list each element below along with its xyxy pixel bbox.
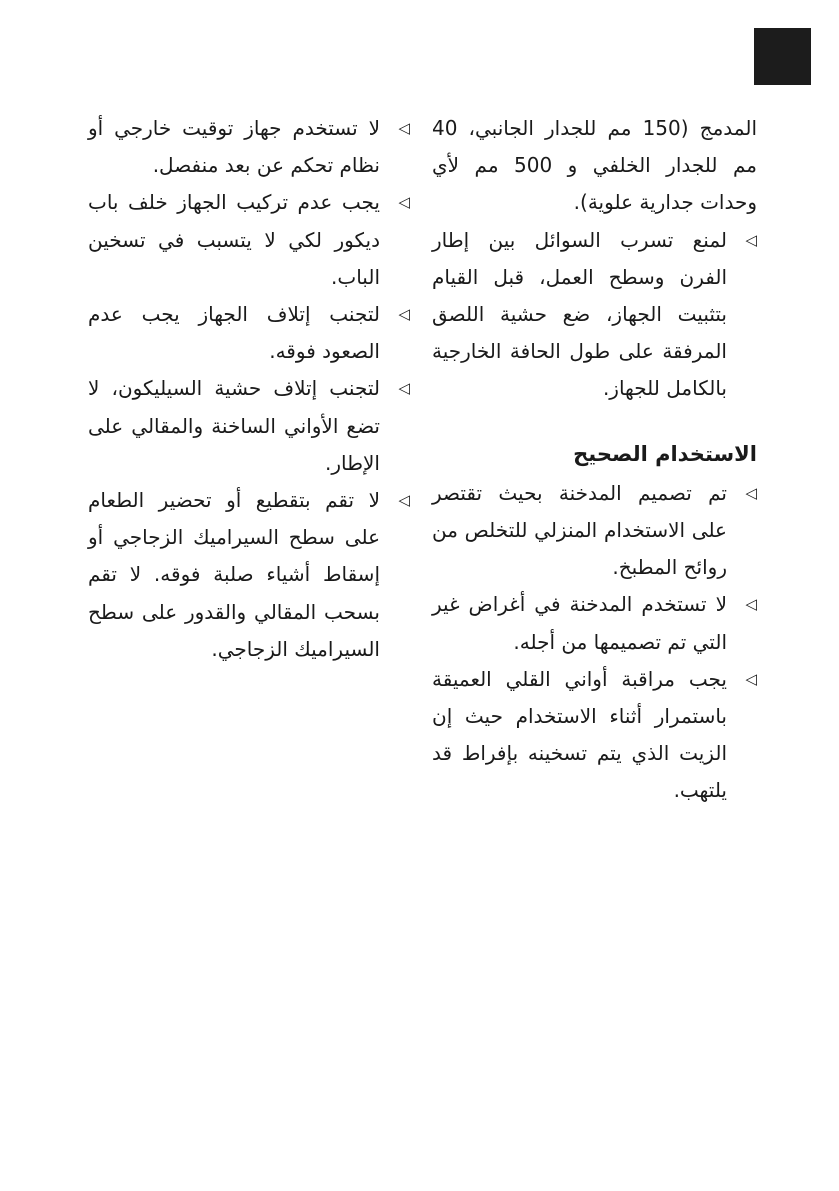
bullet-text: يجب مراقبة أواني القلي العميقة باستمرار أثناء الاستخدام حيث إن الزيت الذي يتم تسخينه بإفراط قد يلتهب. <box>432 666 727 803</box>
bullet-item-gasket <box>88 370 410 482</box>
bullet-text: لتجنب إتلاف الجهاز يجب عدم الصعود فوقه. <box>88 302 380 364</box>
section-heading: الاستخدام الصحيح <box>573 441 757 466</box>
bullet-triangle-icon: ◁ <box>398 491 410 510</box>
bullet-text: لا تقم بتقطيع أو تحضير الطعام على سطح السيراميك الزجاجي أو إسقاط أشياء صلبة فوقه. لا تقم بسحب المقالي والقدور على سطح السيراميك الزجاجي. <box>88 488 380 661</box>
bullet-text: لمنع تسرب السوائل بين إطار الفرن وسطح العمل، قبل القيام بتثبيت الجهاز، ضع حشية اللصق المرفقة على طول الحافة الخارجية بالكامل للجهاز. <box>432 227 727 401</box>
bullet-triangle-icon: ◁ <box>398 305 410 324</box>
bullet-triangle-icon: ◁ <box>745 669 757 688</box>
bullet-item-fluids <box>432 222 757 408</box>
bullet-triangle-icon: ◁ <box>398 379 410 398</box>
bullet-text: يجب عدم تركيب الجهاز خلف باب ديكور لكي لا يتسبب في تسخين الباب. <box>88 190 380 289</box>
bullet-item-cutting <box>88 482 410 668</box>
bullet-item-timer <box>88 110 410 184</box>
bullet-triangle-icon: ◁ <box>398 119 410 137</box>
bullet-triangle-icon: ◁ <box>745 595 757 614</box>
right-column <box>432 110 757 810</box>
bullet-text: لتجنب إتلاف حشية السيليكون، لا تضع الأواني الساخنة والمقالي على الإطار. <box>88 376 380 475</box>
bullet-item-frying <box>432 661 757 810</box>
bullet-text: لا تستخدم المدخنة في أغراض غير التي تم تصميمها من أجله. <box>432 592 727 654</box>
bullet-triangle-icon: ◁ <box>398 193 410 212</box>
bullet-item-purpose <box>432 586 757 660</box>
left-column <box>88 110 410 668</box>
bullet-text: تم تصميم المدخنة بحيث تقتصر على الاستخدام المنزلي للتخلص من روائح المطبخ. <box>432 480 727 580</box>
bullet-item-climb <box>88 296 410 370</box>
bullet-item-design <box>432 475 757 587</box>
bullet-triangle-icon: ◁ <box>745 483 757 502</box>
page-corner-tab <box>754 28 811 85</box>
bullet-text: لا تستخدم جهاز توقيت خارجي أو نظام تحكم عن بعد منفصل. <box>88 116 380 178</box>
bullet-triangle-icon: ◁ <box>745 230 757 249</box>
bullet-item-door <box>88 184 410 296</box>
intro-paragraph: المدمج (150 مم للجدار الجانبي، 40 مم للجدار الخلفي و 500 مم لأي وحدات جدارية علوية). <box>432 116 757 215</box>
